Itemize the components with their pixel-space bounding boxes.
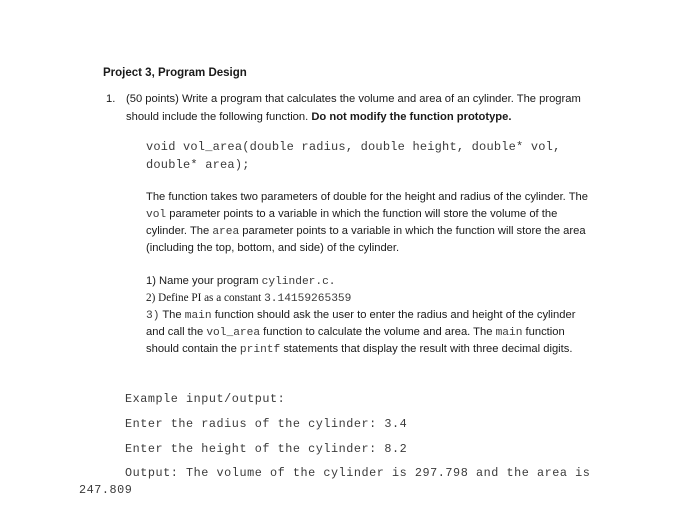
desc-line-4: (including the top, bottom, and side) of the cylinder. <box>146 242 400 254</box>
step-3-line-2 <box>146 324 565 341</box>
step-1-code: cylinder.c. <box>261 276 336 288</box>
desc-line-3-post: parameter points to a variable in which the function will store the area <box>239 225 586 237</box>
step-2-text: 2) Define PI as a constant <box>146 292 265 304</box>
step-3b-post: function <box>522 326 565 338</box>
step-3b-code-main: main <box>495 327 523 339</box>
question-line-2 <box>126 109 511 125</box>
step-3-code-main: main <box>184 310 212 322</box>
page-title: Project 3, Program Design <box>103 67 247 79</box>
step-3c-post: statements that display the result with three decimal digits. <box>280 343 573 355</box>
desc-code-vol: vol <box>146 209 167 221</box>
step-3b-mid: function to calculate the volume and area. The <box>260 326 496 338</box>
prototype-line-2: double* area); <box>146 158 250 172</box>
step-3c-code-printf: printf <box>239 344 281 356</box>
step-3-line-3 <box>146 341 572 358</box>
example-heading: Example input/output: <box>125 392 286 406</box>
desc-line-1: The function takes two parameters of double for the height and radius of the cylinder. The <box>146 191 588 203</box>
example-line-1: Enter the radius of the cylinder: 3.4 <box>125 417 408 431</box>
desc-line-2-text: parameter points to a variable in which the function will store the volume of the <box>166 208 558 220</box>
example-line-3: Output: The volume of the cylinder is 297.798 and the area is <box>125 466 591 480</box>
question-line-2-text: should include the following function. <box>126 111 312 123</box>
question-number: 1. <box>106 93 116 105</box>
step-2-code: 3.14159265359 <box>264 293 352 305</box>
desc-line-3 <box>146 223 586 240</box>
step-3-post: function should ask the user to enter the radius and height of the cylinder <box>211 309 576 321</box>
question-line-1: (50 points) Write a program that calculates the volume and area of an cylinder. The program <box>126 93 581 105</box>
step-1 <box>146 273 336 290</box>
step-2 <box>146 290 351 307</box>
desc-code-area: area <box>212 226 240 238</box>
desc-line-2 <box>146 206 557 223</box>
desc-line-3-pre: cylinder. The <box>146 225 213 237</box>
step-3 <box>146 307 575 324</box>
step-3b-code-vol-area: vol_area <box>206 327 261 339</box>
step-3c-pre: should contain the <box>146 343 240 355</box>
step-3b-pre: and call the <box>146 326 207 338</box>
step-3-number: 3) <box>146 310 160 322</box>
step-3-pre: The <box>159 309 185 321</box>
example-line-4: 247.809 <box>79 483 133 497</box>
question-line-2-bold: Do not modify the function prototype. <box>311 111 512 123</box>
prototype-line-1: void vol_area(double radius, double height, double* vol, <box>146 140 561 154</box>
step-1-text: 1) Name your program <box>146 275 262 287</box>
example-line-2: Enter the height of the cylinder: 8.2 <box>125 442 408 456</box>
